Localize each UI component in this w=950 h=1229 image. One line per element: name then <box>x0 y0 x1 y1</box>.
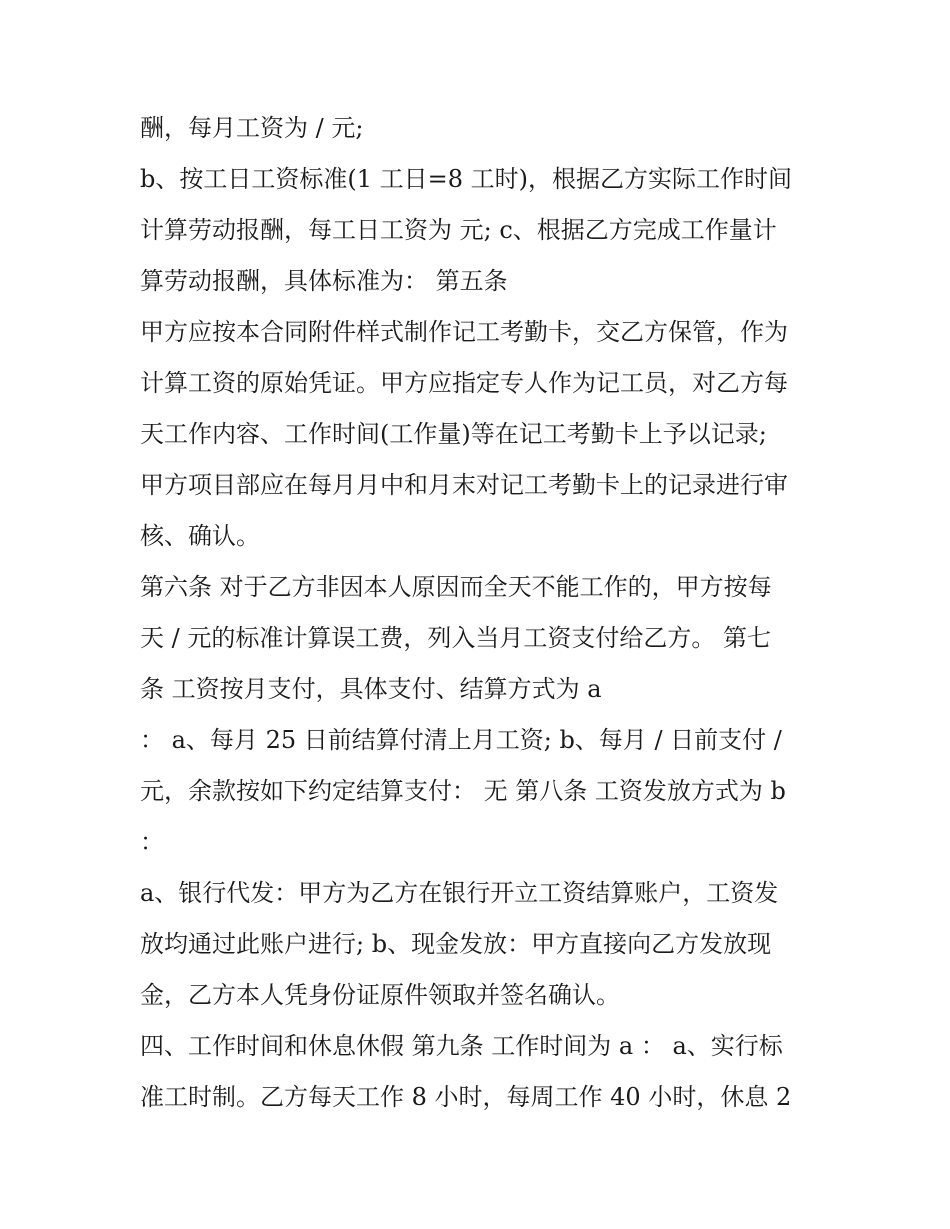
text-line: 准工时制。乙方每天工作 8 小时，每周工作 40 小时，休息 2 <box>140 1083 792 1111</box>
text-line: ： a、每月 25 日前结算付清上月工资; b、每月 / 日前支付 / <box>140 726 782 754</box>
text-line: ： <box>140 828 164 856</box>
text-line: 四、工作时间和休息休假 第九条 工作时间为 a ： a、实行标 <box>140 1032 783 1060</box>
text-line: 甲方项目部应在每月月中和月末对记工考勤卡上的记录进行审 <box>140 471 788 499</box>
text-line: 元，余款按如下约定结算支付： 无 第八条 工资发放方式为 b <box>140 777 786 805</box>
text-line: 放均通过此账户进行; b、现金发放：甲方直接向乙方发放现 <box>140 930 772 958</box>
text-line: 金，乙方本人凭身份证原件领取并签名确认。 <box>140 981 620 1009</box>
text-line: b、按工日工资标准(1 工日=8 工时)，根据乙方实际工作时间 <box>140 165 792 193</box>
text-line: 计算劳动报酬，每工日工资为 元; c、根据乙方完成工作量计 <box>140 216 777 244</box>
text-line: 第六条 对于乙方非因本人原因而全天不能工作的，甲方按每 <box>140 573 772 601</box>
text-line: 天工作内容、工作时间(工作量)等在记工考勤卡上予以记录; <box>140 420 767 448</box>
text-line: 核、确认。 <box>140 522 260 550</box>
document-body <box>140 103 820 1123</box>
text-line: 条 工资按月支付，具体支付、结算方式为 a <box>140 675 602 703</box>
text-line: 计算工资的原始凭证。甲方应指定专人作为记工员，对乙方每 <box>140 369 788 397</box>
text-line: a、银行代发：甲方为乙方在银行开立工资结算账户，工资发 <box>140 879 779 907</box>
text-line: 酬，每月工资为 / 元; <box>140 114 364 142</box>
text-line: 算劳动报酬，具体标准为： 第五条 <box>140 267 508 295</box>
text-line: 甲方应按本合同附件样式制作记工考勤卡，交乙方保管，作为 <box>140 318 788 346</box>
text-line: 天 / 元的标准计算误工费，列入当月工资支付给乙方。 第七 <box>140 624 771 652</box>
